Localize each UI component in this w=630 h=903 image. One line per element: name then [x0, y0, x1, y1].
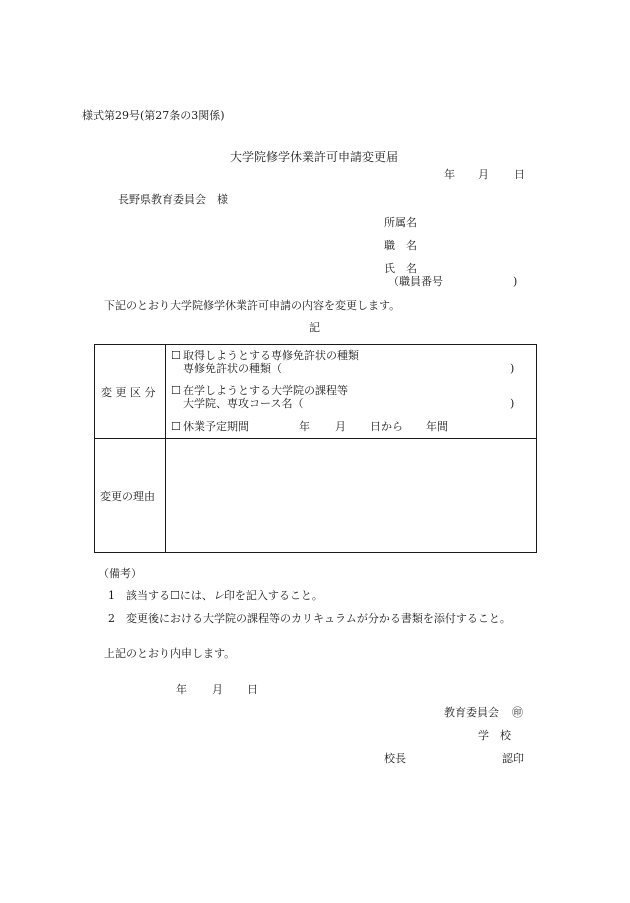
school-course-label: 大学院、専攻コース名（ [183, 397, 304, 410]
period-years: 年間 [426, 420, 448, 433]
staff-number-label: （職員番号 [388, 275, 443, 288]
approval-seal: 認印 [502, 752, 524, 765]
forward-statement: 上記のとおり内申します。 [104, 647, 236, 660]
change-reason-label: 変更の理由 [100, 490, 155, 503]
affiliation-label: 所属名 [384, 216, 417, 229]
school-checkbox[interactable]: ☐ [171, 384, 181, 397]
change-reason-field[interactable] [166, 439, 536, 552]
form-number: 様式第29号(第27条の3関係) [82, 109, 225, 122]
name-label: 氏 名 [384, 262, 417, 275]
notes-heading: （備考） [98, 567, 142, 580]
note-box-symbol: ☐ [170, 589, 180, 602]
period-checkbox[interactable]: ☐ [171, 420, 181, 433]
period-month: 月 [335, 420, 346, 433]
date-year: 年 [444, 168, 455, 181]
checkmark-icon: レ [212, 589, 224, 602]
board-label: 教育委員会 [444, 706, 499, 719]
note-number: 1 [108, 589, 115, 602]
note-text: 変更後における大学院の課程等のカリキュラムが分かる書類を添付すること。 [126, 612, 511, 625]
license-type-close: ) [510, 362, 515, 375]
note-pre: 該当する [126, 589, 170, 602]
intro-text: 下記のとおり大学院修学休業許可申請の内容を変更します。 [104, 299, 401, 312]
date-day: 日 [514, 168, 525, 181]
school-label: 学 校 [478, 729, 511, 742]
period-from: 日から [370, 420, 403, 433]
submit-month: 月 [212, 683, 223, 696]
submit-day: 日 [247, 683, 258, 696]
school-option-label: 在学しようとする大学院の課程等 [183, 384, 348, 397]
principal-label: 校長 [384, 752, 406, 765]
ki-heading: 記 [309, 321, 320, 334]
staff-number-close: ) [513, 275, 518, 288]
document-title: 大学院修学休業許可申請変更届 [230, 150, 399, 164]
note-post: 印を記入すること。 [223, 589, 323, 602]
license-type-label: 専修免許状の種類（ [183, 362, 282, 375]
school-course-close: ) [510, 397, 515, 410]
note-number: 2 [108, 612, 115, 625]
seal-icon: ㊞ [512, 706, 523, 719]
position-label: 職 名 [384, 239, 417, 252]
date-month: 月 [478, 168, 489, 181]
period-year: 年 [299, 420, 310, 433]
license-option-label: 取得しようとする専修免許状の種類 [183, 349, 359, 362]
change-category-label: 変 更 区 分 [101, 386, 156, 399]
submit-year: 年 [176, 683, 187, 696]
note-mid: には、 [179, 589, 213, 602]
change-form-table [94, 344, 537, 553]
license-checkbox[interactable]: ☐ [171, 349, 181, 362]
period-option-label: 休業予定期間 [183, 420, 249, 433]
addressee: 長野県教育委員会 様 [118, 193, 228, 206]
note-text-pre [126, 590, 323, 601]
